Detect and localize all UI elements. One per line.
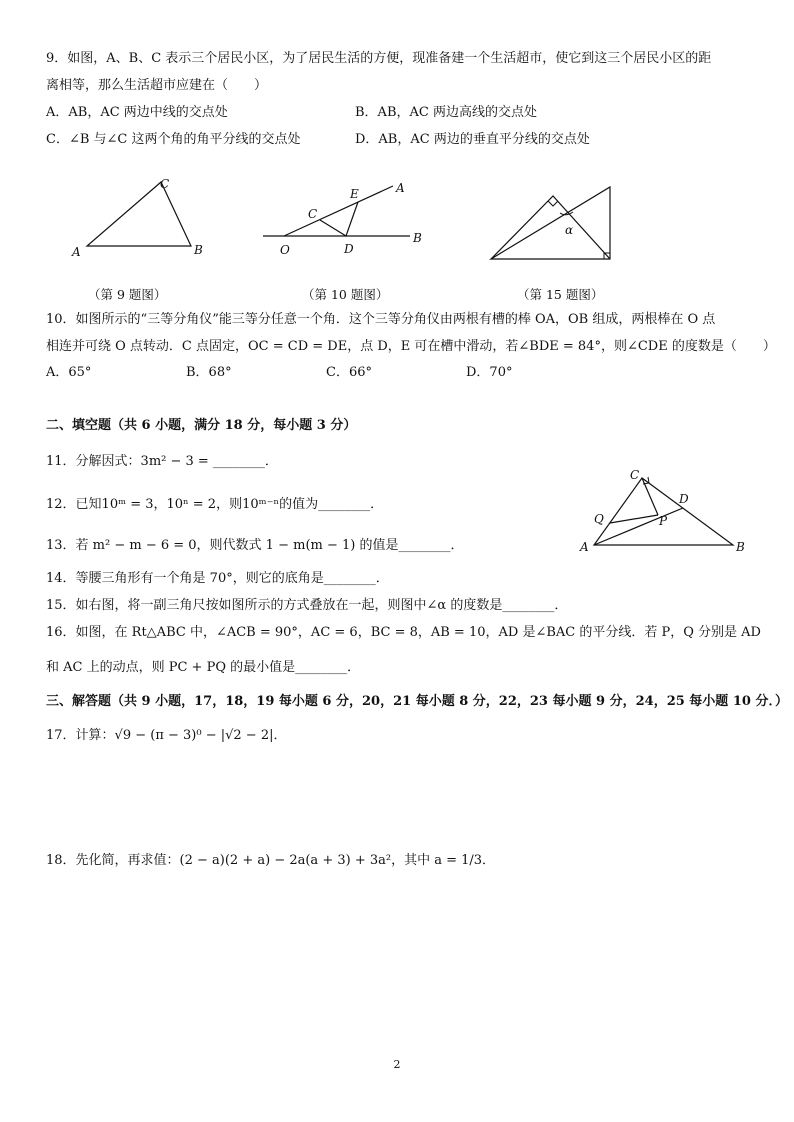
- fig9-caption: （第 9 题图）: [88, 287, 167, 302]
- page-number: 2: [393, 1058, 401, 1071]
- section-2-heading: 二、填空题（共 6 小题，满分 18 分，每小题 3 分）: [46, 418, 357, 433]
- figure-10: [258, 172, 433, 267]
- q10-option-a: A．65°: [46, 365, 92, 380]
- fig10-label-c: C: [308, 207, 318, 221]
- q14-text: 14．等腰三角形有一个角是 70°，则它的底角是________．: [46, 571, 389, 586]
- figure-15: [486, 180, 621, 265]
- fig16-label-q: Q: [594, 512, 604, 526]
- q10-stem-line2: 相连并可绕 O 点转动．C 点固定，OC = CD = DE，点 D，E 可在槽中滑动，若∠BDE = 84°，则∠CDE 的度数是（ ）: [46, 339, 776, 354]
- fig9-label-a: A: [72, 245, 81, 259]
- fig10-label-a: A: [396, 181, 405, 195]
- q16-line2: 和 AC 上的动点，则 PC + PQ 的最小值是________．: [46, 660, 361, 675]
- q9-option-a: A．AB，AC 两边中线的交点处: [46, 105, 228, 120]
- fig9-label-b: B: [194, 243, 203, 257]
- q10-option-c: C．66°: [326, 365, 372, 380]
- fig10-label-b: B: [413, 231, 422, 245]
- figure-16: [576, 463, 756, 558]
- fig16-label-b: B: [736, 540, 745, 554]
- figure-9: [60, 170, 220, 265]
- q9-option-b: B．AB，AC 两边高线的交点处: [355, 105, 537, 120]
- q12-text: 12．已知10ᵐ = 3，10ⁿ = 2，则10ᵐ⁻ⁿ的值为________．: [46, 497, 384, 512]
- q11-text: 11．分解因式：3m² − 3 = ________．: [46, 454, 278, 469]
- q10-option-b: B．68°: [186, 365, 232, 380]
- q16-line1: 16．如图，在 Rt△ABC 中，∠ACB = 90°，AC = 6，BC = 8，AB = 10，AD 是∠BAC 的平分线．若 P，Q 分别是 AD: [46, 625, 761, 640]
- q10-option-d: D．70°: [466, 365, 513, 380]
- fig10-label-o: O: [280, 243, 290, 257]
- q13-text: 13．若 m² − m − 6 = 0，则代数式 1 − m(m − 1) 的值是________．: [46, 538, 464, 553]
- q9-option-c: C．∠B 与∠C 这两个角的角平分线的交点处: [46, 132, 301, 147]
- fig16-label-c: C: [630, 468, 640, 482]
- q18-text: 18．先化简，再求值：(2 − a)(2 + a) − 2a(a + 3) + 3a²，其中 a = 1/3．: [46, 853, 496, 868]
- section-3-heading: 三、解答题（共 9 小题，17，18，19 每小题 6 分，20，21 每小题 8 分，22，23 每小题 9 分，24，25 每小题 10 分．）: [46, 694, 788, 709]
- fig15-caption: （第 15 题图）: [517, 287, 604, 302]
- q10-stem-line1: 10．如图所示的“三等分角仪”能三等分任意一个角．这个三等分角仪由两根有槽的棒 OA，OB 组成，两根棒在 O 点: [46, 312, 716, 327]
- fig10-label-d: D: [344, 242, 354, 256]
- q9-stem-line1: 9．如图，A、B、C 表示三个居民小区，为了居民生活的方便，现准备建一个生活超市，使它到这三个居民小区的距: [46, 51, 712, 66]
- q15-text: 15．如右图，将一副三角尺按如图所示的方式叠放在一起，则图中∠α 的度数是________．: [46, 598, 568, 613]
- fig16-label-p: P: [659, 514, 668, 528]
- fig10-caption: （第 10 题图）: [302, 287, 389, 302]
- fig9-label-c: C: [160, 177, 170, 191]
- q9-stem-line2: 离相等，那么生活超市应建在（ ）: [46, 78, 268, 93]
- fig10-label-e: E: [350, 187, 359, 201]
- fig15-label-alpha: α: [565, 223, 574, 237]
- fig16-label-a: A: [580, 540, 589, 554]
- q9-option-d: D．AB，AC 两边的垂直平分线的交点处: [355, 132, 590, 147]
- fig16-label-d: D: [679, 492, 689, 506]
- q17-text: 17．计算：√9 − (π − 3)⁰ − |√2 − 2|．: [46, 728, 287, 743]
